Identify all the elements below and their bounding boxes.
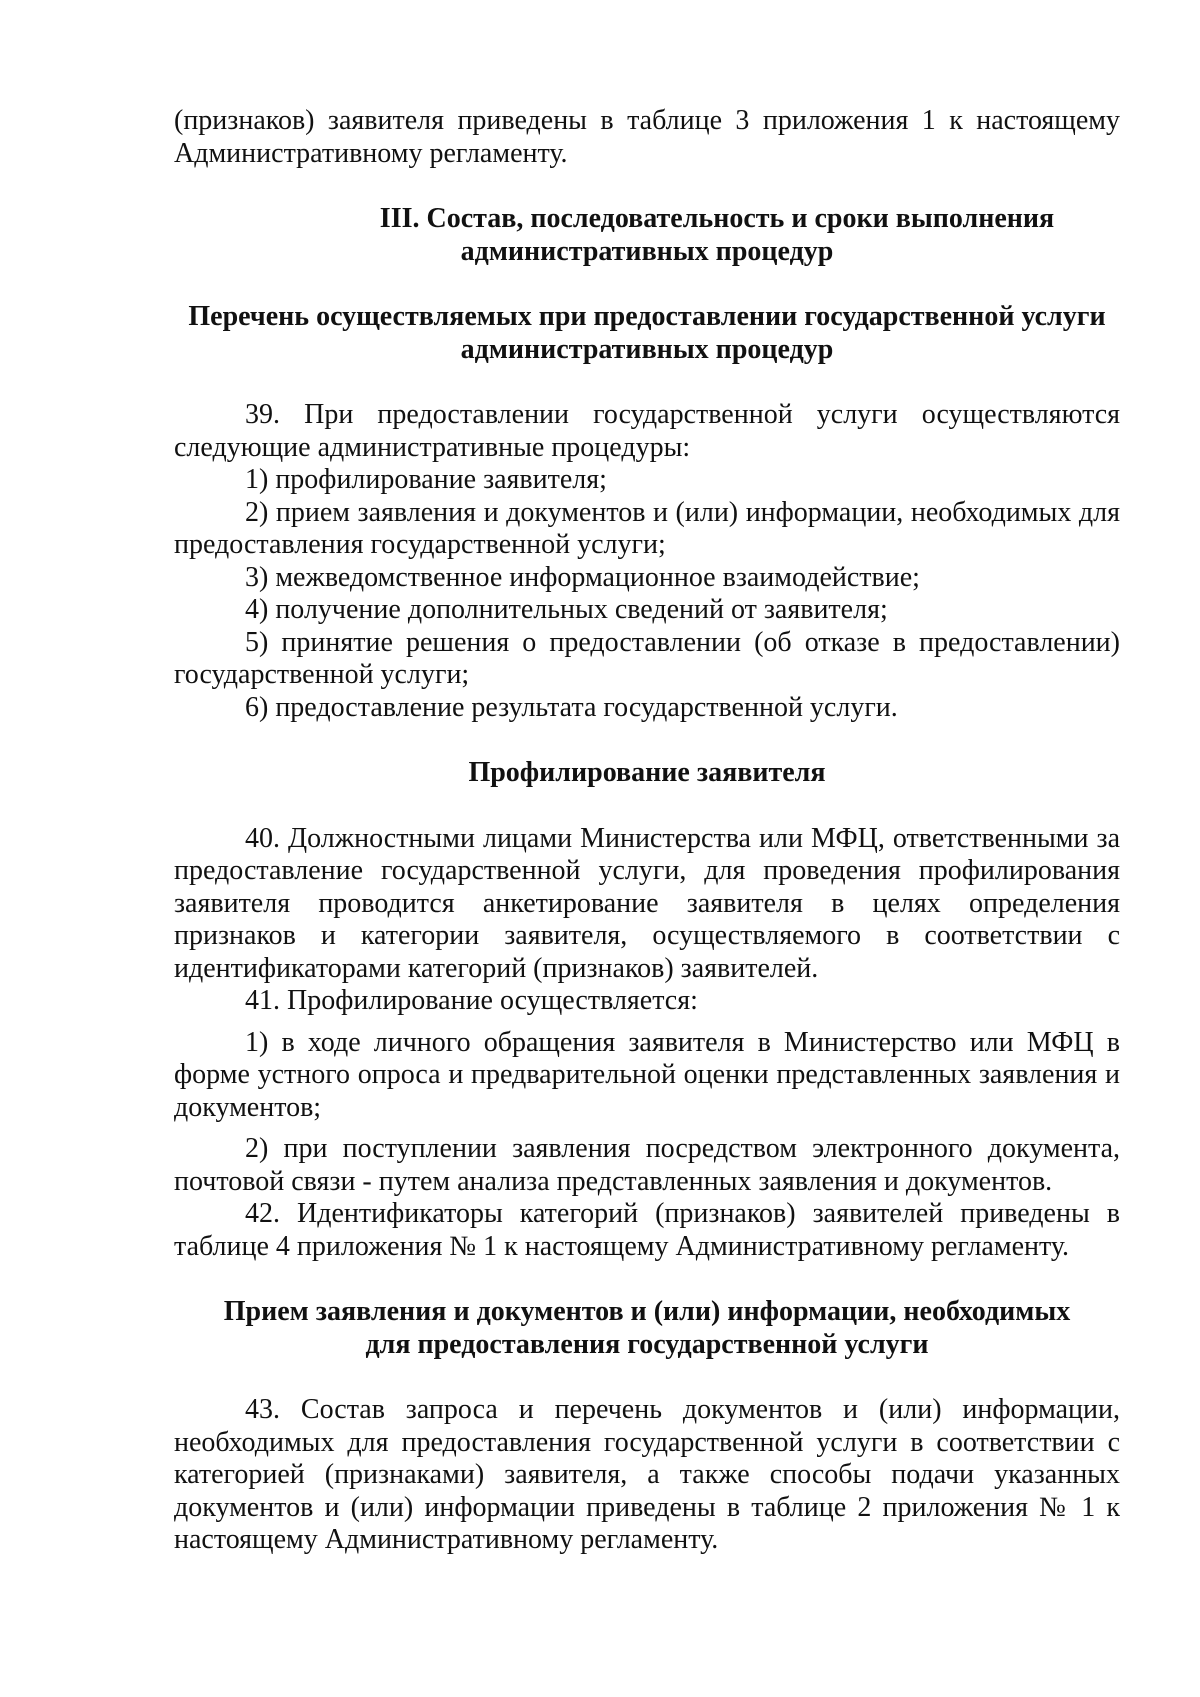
list-item: 6) предоставление результата государственной услуги. (245, 691, 898, 723)
subheading-reception-line1: Прием заявления и документов и (или) информации, необходимых (223, 1296, 1071, 1327)
subheading-procedures-line2: административных процедур (460, 333, 834, 365)
list-item: 3) межведомственное информационное взаимодействие; (245, 561, 920, 593)
list-item: 2) прием заявления и документов и (или) информации, необходимых для предоставления государственной услуги; (174, 496, 1120, 560)
paragraph-40: 40. Должностными лицами Министерства или МФЦ, ответственными за предоставление государственной услуги, для проведения профилирования заявителя проводится анкетирование заявителя в целях определения признаков и категории заявителя, осуществляемого в соответствии с идентификаторами категорий (признаков) заявителей. (174, 822, 1120, 984)
list-item: 2) при поступлении заявления посредством электронного документа, почтовой связи - путем анализа представленных заявления и документов. (174, 1133, 1120, 1197)
list-item: 4) получение дополнительных сведений от заявителя; (245, 594, 888, 625)
subheading-reception (174, 1296, 1120, 1361)
list-item: 1) в ходе личного обращения заявителя в Министерство или МФЦ в форме устного опроса и предварительной оценки представленных заявления и документов; (174, 1026, 1120, 1123)
intro-paragraph: (признаков) заявителя приведены в таблице 3 приложения 1 к настоящему Административному регламенту. (174, 105, 1120, 169)
section-heading-line1: III. Состав, последовательность и сроки выполнения (379, 203, 1055, 234)
list-item: 5) принятие решения о предоставлении (об отказе в предоставлении) государственной услуги; (174, 626, 1120, 690)
section-heading-line2: административных процедур (460, 235, 834, 267)
subheading-reception-line2: для предоставления государственной услуги (365, 1328, 929, 1360)
paragraph-39: 39. При предоставлении государственной услуги осуществляются следующие административные процедуры: (174, 399, 1120, 463)
list-item: 1) профилирование заявителя; (245, 464, 607, 495)
paragraph-41: 41. Профилирование осуществляется: (245, 985, 698, 1016)
subheading-procedures-list (174, 301, 1120, 366)
document-page (174, 105, 1120, 1557)
subheading-procedures-line1: Перечень осуществляемых при предоставлении государственной услуги (188, 301, 1106, 332)
paragraph-42: 42. Идентификаторы категорий (признаков) заявителей приведены в таблице 4 приложения № 1 к настоящему Административному регламенту. (174, 1198, 1120, 1262)
section-heading (174, 203, 1120, 268)
paragraph-43: 43. Состав запроса и перечень документов и (или) информации, необходимых для предоставления государственной услуги в соответствии с категорией (признаками) заявителя, а также способы подачи указанных документов и (или) информации приведены в таблице 2 приложения № 1 к настоящему Административному регламенту. (174, 1394, 1120, 1555)
subheading-profiling: Профилирование заявителя (468, 757, 826, 788)
